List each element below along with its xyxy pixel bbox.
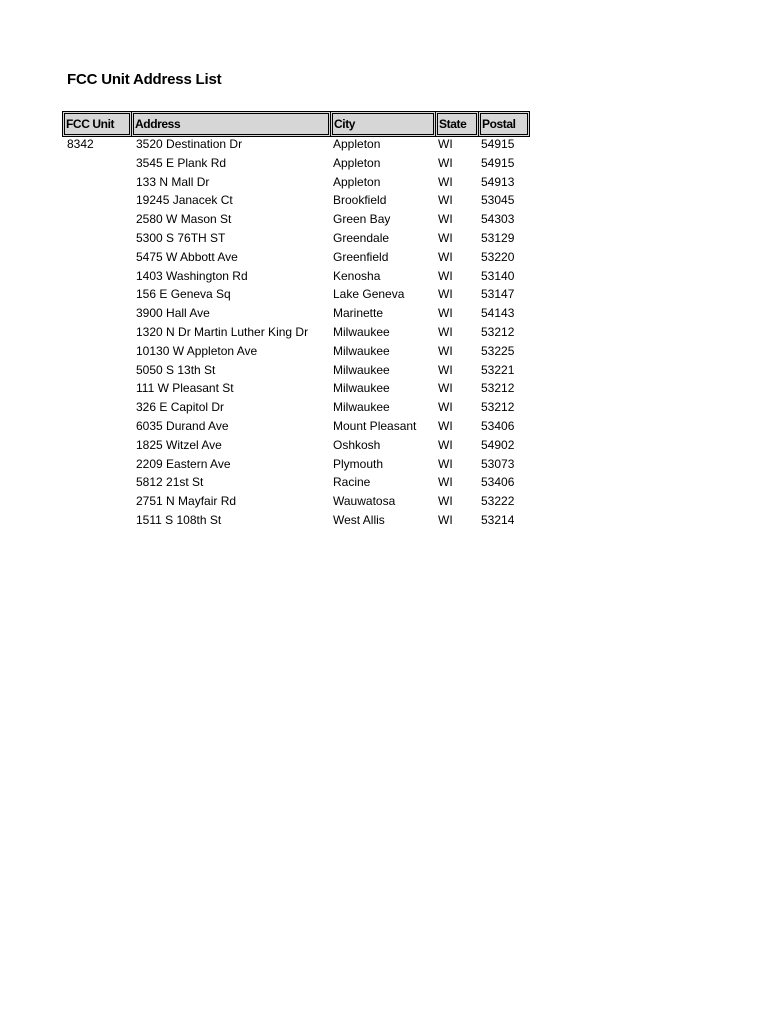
cell-state: WI: [438, 494, 453, 509]
cell-address: 5475 W Abbott Ave: [136, 249, 238, 264]
cell-city: Marinette: [333, 306, 384, 321]
cell-postal: 54915: [481, 155, 515, 170]
cell-state: WI: [438, 512, 453, 527]
cell-address: 5300 S 76TH ST: [136, 230, 226, 245]
cell-state: WI: [438, 475, 453, 490]
cell-address: 5050 S 13th St: [136, 362, 216, 377]
cell-city: Milwaukee: [333, 381, 390, 396]
table-body: [0, 135, 770, 530]
cell-address: 1825 Witzel Ave: [136, 437, 222, 452]
table-row: [0, 267, 770, 286]
cell-state: WI: [438, 212, 453, 227]
cell-city: Milwaukee: [333, 343, 390, 358]
cell-postal: 54915: [481, 137, 515, 151]
cell-address: 133 N Mall Dr: [136, 174, 210, 189]
table-row: [0, 455, 770, 474]
table-row: [0, 248, 770, 267]
cell-address: 19245 Janacek Ct: [136, 193, 233, 208]
cell-state: WI: [438, 400, 453, 415]
cell-state: WI: [438, 155, 453, 170]
table-row: [0, 304, 770, 323]
cell-postal: 54303: [481, 212, 515, 227]
cell-postal: 53222: [481, 494, 515, 509]
cell-address: 1511 S 108th St: [136, 512, 222, 527]
cell-state: WI: [438, 381, 453, 396]
cell-address: 2209 Eastern Ave: [136, 456, 231, 471]
table-row: [0, 173, 770, 192]
cell-postal: 53212: [481, 400, 515, 415]
cell-city: Kenosha: [333, 268, 381, 283]
table-row: [0, 154, 770, 173]
cell-postal: 53212: [481, 381, 515, 396]
cell-address: 1320 N Dr Martin Luther King Dr: [136, 324, 309, 339]
cell-postal: 53212: [481, 324, 515, 339]
cell-postal: 53214: [481, 512, 515, 527]
cell-city: Milwaukee: [333, 324, 390, 339]
cell-city: Greendale: [333, 230, 390, 245]
table-row: [0, 492, 770, 511]
cell-postal: 53406: [481, 475, 515, 490]
cell-address: 2751 N Mayfair Rd: [136, 494, 237, 509]
cell-city: Appleton: [333, 155, 381, 170]
cell-fcc-unit: 8342: [67, 137, 94, 151]
cell-postal: 54143: [481, 306, 515, 321]
cell-address: 5812 21st St: [136, 475, 204, 490]
cell-city: West Allis: [333, 512, 385, 527]
cell-state: WI: [438, 324, 453, 339]
table-row: [0, 473, 770, 492]
cell-state: WI: [438, 249, 453, 264]
cell-state: WI: [438, 287, 453, 302]
cell-city: Appleton: [333, 174, 381, 189]
cell-state: WI: [438, 174, 453, 189]
cell-state: WI: [438, 268, 453, 283]
cell-postal: 54913: [481, 174, 515, 189]
cell-address: 3545 E Plank Rd: [136, 155, 227, 170]
cell-city: Appleton: [333, 137, 381, 151]
table-row: [0, 323, 770, 342]
cell-address: 156 E Geneva Sq: [136, 287, 231, 302]
cell-address: 111 W Pleasant St: [136, 381, 234, 396]
table-row: [0, 361, 770, 380]
table-row: [0, 342, 770, 361]
cell-state: WI: [438, 456, 453, 471]
cell-postal: 53045: [481, 193, 515, 208]
cell-postal: 53221: [481, 362, 515, 377]
cell-postal: 53140: [481, 268, 515, 283]
cell-postal: 54902: [481, 437, 515, 452]
column-header-address: Address: [131, 111, 331, 137]
cell-state: WI: [438, 137, 453, 151]
cell-state: WI: [438, 437, 453, 452]
table-row: [0, 417, 770, 436]
cell-postal: 53225: [481, 343, 515, 358]
table-row: [0, 191, 770, 210]
cell-city: Mount Pleasant: [333, 418, 417, 433]
cell-postal: 53147: [481, 287, 515, 302]
table-row: [0, 135, 770, 154]
cell-postal: 53073: [481, 456, 515, 471]
column-header-postal: Postal: [478, 111, 530, 137]
cell-address: 2580 W Mason St: [136, 212, 232, 227]
cell-address: 10130 W Appleton Ave: [136, 343, 258, 358]
table-row: [0, 436, 770, 455]
cell-postal: 53220: [481, 249, 515, 264]
cell-postal: 53406: [481, 418, 515, 433]
cell-state: WI: [438, 306, 453, 321]
cell-state: WI: [438, 418, 453, 433]
cell-address: 326 E Capitol Dr: [136, 400, 225, 415]
cell-city: Milwaukee: [333, 400, 390, 415]
page-title: FCC Unit Address List: [67, 71, 222, 88]
cell-state: WI: [438, 362, 453, 377]
cell-address: 6035 Durand Ave: [136, 418, 229, 433]
cell-city: Oshkosh: [333, 437, 381, 452]
table-row: [0, 210, 770, 229]
cell-state: WI: [438, 230, 453, 245]
cell-city: Racine: [333, 475, 371, 490]
cell-state: WI: [438, 343, 453, 358]
cell-address: 1403 Washington Rd: [136, 268, 248, 283]
cell-address: 3900 Hall Ave: [136, 306, 210, 321]
cell-address: 3520 Destination Dr: [136, 137, 243, 151]
column-header-city: City: [330, 111, 436, 137]
table-row: [0, 398, 770, 417]
cell-city: Wauwatosa: [333, 494, 396, 509]
cell-city: Green Bay: [333, 212, 391, 227]
column-header-state: State: [435, 111, 479, 137]
cell-city: Greenfield: [333, 249, 389, 264]
table-row: [0, 511, 770, 530]
cell-state: WI: [438, 193, 453, 208]
table-row: [0, 379, 770, 398]
cell-city: Lake Geneva: [333, 287, 405, 302]
table-row: [0, 285, 770, 304]
table-row: [0, 229, 770, 248]
cell-city: Brookfield: [333, 193, 387, 208]
cell-postal: 53129: [481, 230, 515, 245]
column-header-fcc-unit: FCC Unit: [62, 111, 132, 137]
cell-city: Plymouth: [333, 456, 384, 471]
cell-city: Milwaukee: [333, 362, 390, 377]
